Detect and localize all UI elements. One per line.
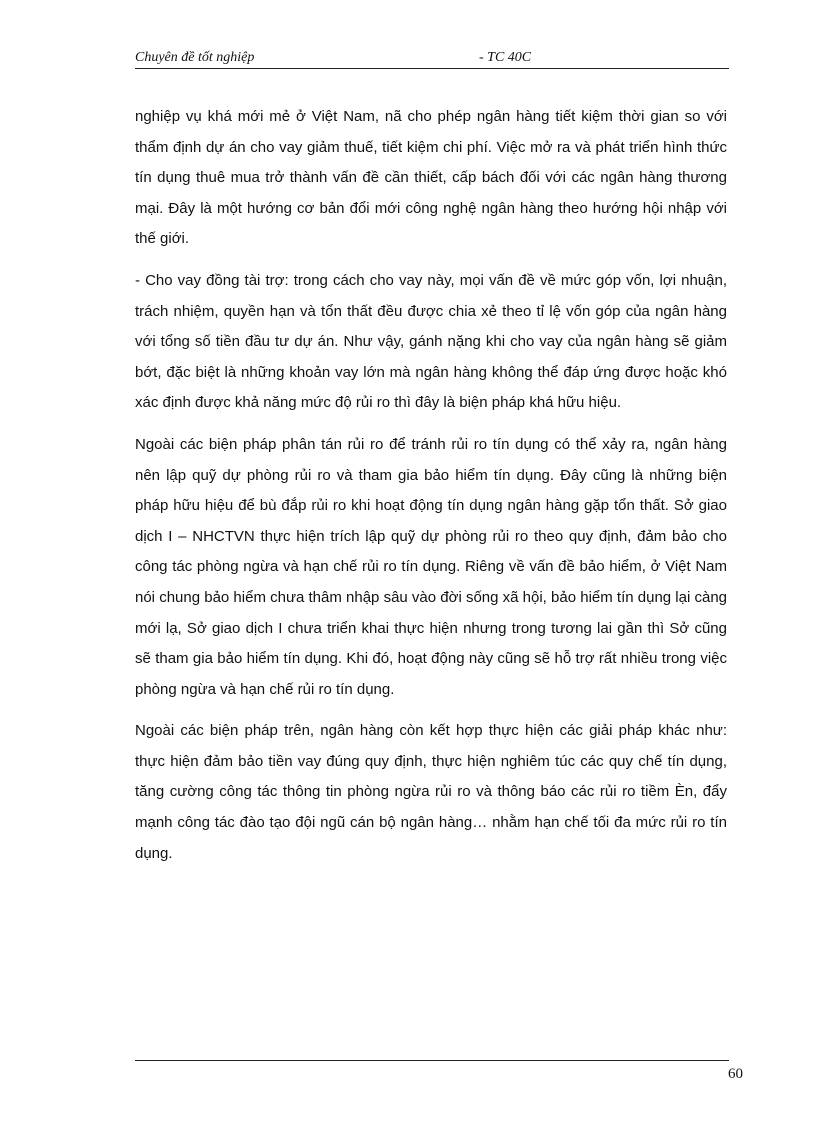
- paragraph: Ngoài các biện pháp trên, ngân hàng còn kết hợp thực hiện các giải pháp khác như: thực hiện đảm bảo tiền vay đúng quy định, thực hiện nghiêm túc các quy chế tín dụng, tăng cường công tác thông tin phòng ngừa rủi ro và thông báo các rủi ro tiềm Èn, đẩy mạnh công tác đào tạo đội ngũ cán bộ ngân hàng… nhằm hạn chế tối đa mức rủi ro tín dụng.: [135, 722, 727, 862]
- header-class-code: - TC 40C: [479, 50, 532, 65]
- paragraph: nghiệp vụ khá mới mẻ ở Việt Nam, nã cho phép ngân hàng tiết kiệm thời gian so với thẩm định dự án cho vay giảm thuế, tiết kiệm chi phí. Việc mở ra và phát triển hình thức tín dụng thuê mua trở thành vấn đề cần thiết, cấp bách đối với các ngân hàng thương mại. Đây là một hướng cơ bản đổi mới công nghệ ngân hàng theo hướng hội nhập với thế giới.: [135, 108, 727, 248]
- header-title: Chuyên đề tốt nghiệp: [135, 50, 255, 65]
- footer-divider: [135, 1060, 729, 1061]
- page-number: 60: [728, 1066, 743, 1082]
- paragraph: - Cho vay đồng tài trợ: trong cách cho vay này, mọi vấn đề về mức góp vốn, lợi nhuận, trách nhiệm, quyền hạn và tổn thất đều được chia xẻ theo tỉ lệ vốn góp của ngân hàng với tổng số tiền đầu tư dự án. Như vậy, gánh nặng khi cho vay của ngân hàng sẽ giảm bớt, đặc biệt là những khoản vay lớn mà ngân hàng không thể đáp ứng được hoặc khó xác định được khả năng mức độ rủi ro thì đây là biện pháp khá hữu hiệu.: [135, 271, 727, 412]
- document-body: [135, 102, 727, 880]
- page-header: [135, 48, 729, 69]
- paragraph: Ngoài các biện pháp phân tán rủi ro để tránh rủi ro tín dụng có thể xảy ra, ngân hàng nên lập quỹ dự phòng rủi ro và tham gia bảo hiểm tín dụng. Đây cũng là những biện pháp hữu hiệu để bù đắp rủi ro khi hoạt động tín dụng ngân hàng gặp tổn thất. Sở giao dịch I – NHCTVN thực hiện trích lập quỹ dự phòng rủi ro theo quy định, đảm bảo cho công tác phòng ngừa và hạn chế rủi ro tín dụng. Riêng về vấn đề bảo hiểm, ở Việt Nam nói chung bảo hiểm chưa thâm nhập sâu vào đời sống xã hội, bảo hiểm tín dụng lại càng mới lạ, Sở giao dịch I chưa triển khai thực hiện nhưng trong tương lai gần thì Sở cũng sẽ tham gia bảo hiểm tín dụng. Khi đó, hoạt động này cũng sẽ hỗ trợ rất nhiều trong việc phòng ngừa và hạn chế rủi ro tín dụng.: [135, 435, 727, 698]
